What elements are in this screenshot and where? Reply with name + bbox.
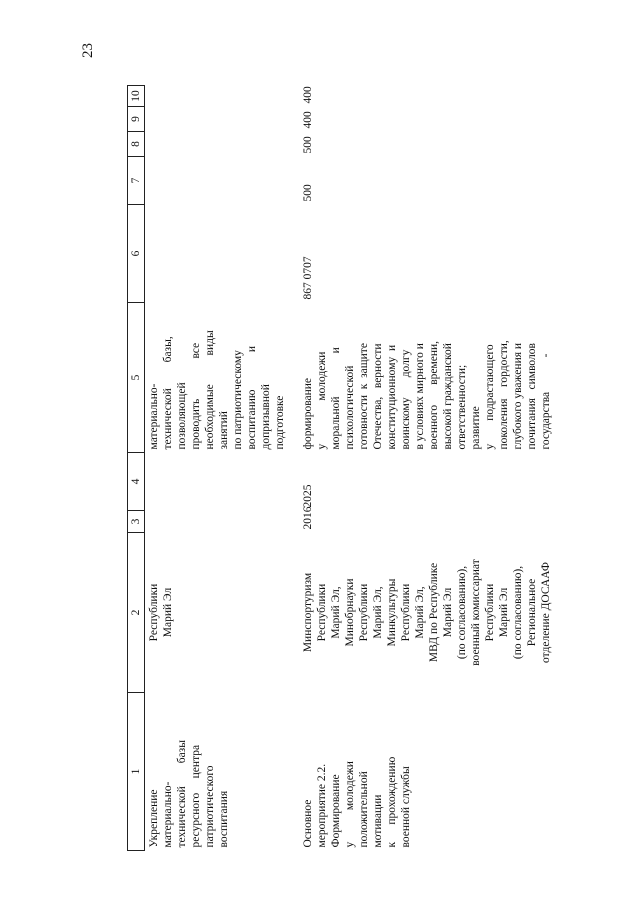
table-cell-5 xyxy=(299,303,555,453)
cell-value: 400 xyxy=(302,86,315,104)
table-cell-7 xyxy=(299,157,555,205)
col-header-3: 3 xyxy=(128,511,145,533)
table-cell-6 xyxy=(145,205,300,303)
cell-value: 500 xyxy=(302,184,315,202)
cell-value: 867 0707 xyxy=(302,256,315,300)
cell-text-line: патриотического xyxy=(204,765,217,848)
cell-text-line: Региональное xyxy=(526,578,539,647)
cell-text-line: военной службы xyxy=(400,766,413,848)
cell-text-line: в условиях мирного и xyxy=(414,343,427,450)
table-cell-4 xyxy=(145,453,300,511)
table-cell-4 xyxy=(299,453,555,511)
cell-text-line: необходимые виды xyxy=(204,330,217,450)
cell-text-line: Марий Эл, xyxy=(372,586,385,639)
cell-text-line: положительной xyxy=(358,771,371,848)
cell-text-line: готовности к защите xyxy=(358,343,371,450)
cell-text-line: поколения гордости, xyxy=(498,340,511,450)
table-cell-2 xyxy=(299,533,555,693)
cell-text-line: (по согласованию), xyxy=(512,565,525,660)
cell-text-line: к прохождению xyxy=(386,756,399,848)
cell-text-line: Марий Эл xyxy=(162,587,175,638)
cell-text-line: воспитания xyxy=(218,790,231,848)
table-cell-7 xyxy=(145,157,300,205)
cell-text-line: Минобрнауки xyxy=(344,578,357,647)
cell-text-line: конституционному и xyxy=(386,344,399,450)
cell-text-line: Республики xyxy=(400,583,413,642)
cell-text-line: глубокого уважения и xyxy=(512,342,525,450)
cell-text-line: МВД по Республике xyxy=(428,562,441,663)
cell-text-line: воинскому долгу xyxy=(400,349,413,450)
cell-value: 500 xyxy=(302,136,315,154)
cell-text-line: почитания символов xyxy=(526,343,539,450)
cell-text-line: материально- xyxy=(148,383,161,450)
cell-text-line: высокой гражданской xyxy=(442,343,455,450)
cell-text-line: Отечества, верности xyxy=(372,343,385,450)
cell-text-line: Марий Эл xyxy=(498,587,511,638)
col-header-10: 10 xyxy=(128,86,145,107)
cell-text-line: формирование xyxy=(302,377,315,450)
cell-text-line: у молодежи xyxy=(344,761,357,848)
cell-text-line: материально- xyxy=(162,781,175,848)
column-number-row xyxy=(128,86,145,851)
table-cell-5 xyxy=(145,303,300,453)
cell-text-line: мероприятие 2.2. xyxy=(316,763,329,848)
cell-text-line: ответственности; xyxy=(456,364,469,450)
cell-text-line: государства - xyxy=(540,353,553,450)
cell-text-line: Минспортуризм xyxy=(302,572,315,653)
col-header-7: 7 xyxy=(128,157,145,205)
cell-text-line: у молодежи xyxy=(316,351,329,450)
col-header-8: 8 xyxy=(128,132,145,157)
cell-text-line: по патриотическому xyxy=(232,350,245,450)
cell-text-line: психологической xyxy=(344,365,357,450)
cell-text-line: допризывной xyxy=(260,384,273,450)
cell-text-line: мотивации xyxy=(372,794,385,848)
table-cell-3 xyxy=(299,506,555,533)
cell-text-line: (по согласованию), xyxy=(456,565,469,660)
table-cell-8 xyxy=(299,132,555,157)
cell-text-line: подготовке xyxy=(274,395,287,450)
cell-text-line: развитие xyxy=(470,406,483,450)
cell-value: 400 xyxy=(302,111,315,129)
cell-text-line: занятий xyxy=(218,411,231,450)
cell-text-line: проводить все xyxy=(190,342,203,450)
col-header-5: 5 xyxy=(128,303,145,453)
col-header-1: 1 xyxy=(128,693,145,851)
cell-text-line: Марий Эл, xyxy=(330,586,343,639)
table-cell-10 xyxy=(299,86,555,107)
cell-text-line: Республики xyxy=(484,583,497,642)
cell-text-line: ресурсного центра xyxy=(190,744,203,848)
col-header-9: 9 xyxy=(128,107,145,132)
cell-text-line: Формирование xyxy=(330,774,343,848)
col-header-4: 4 xyxy=(128,453,145,511)
cell-text-line: моральной и xyxy=(330,347,343,450)
table-cell-3 xyxy=(145,511,300,533)
table-cell-9 xyxy=(145,107,300,132)
table-body xyxy=(145,86,556,851)
cell-value: 2016 xyxy=(302,506,315,530)
table-cell-9 xyxy=(299,107,555,132)
page-number: 23 xyxy=(80,43,96,58)
col-header-6: 6 xyxy=(128,205,145,303)
cell-text-line: военного времени, xyxy=(428,340,441,450)
table-cell-6 xyxy=(299,205,555,303)
table-cell-8 xyxy=(145,132,300,157)
cell-text-line: Основное xyxy=(302,799,315,848)
table-cell-10 xyxy=(145,86,300,107)
table-row xyxy=(299,86,555,851)
cell-value: 2025 xyxy=(302,484,315,508)
cell-text-line: Укрепление xyxy=(148,789,161,848)
cell-text-line: Минкультуры xyxy=(386,578,399,647)
table-row xyxy=(145,86,300,851)
cell-text-line: Республики xyxy=(358,583,371,642)
cell-text-line: Марий Эл xyxy=(442,587,455,638)
program-table xyxy=(127,85,555,851)
table-cell-1 xyxy=(299,693,555,851)
cell-text-line: воспитанию и xyxy=(246,346,259,450)
rotated-table-sheet xyxy=(127,86,567,851)
cell-text-line: Марий Эл, xyxy=(414,586,427,639)
cell-text-line: Республики xyxy=(148,583,161,642)
table-cell-2 xyxy=(145,533,300,693)
cell-text-line: технической базы xyxy=(176,740,189,848)
col-header-2: 2 xyxy=(128,533,145,693)
cell-text-line: у подрастающего xyxy=(484,344,497,450)
cell-text-line: Республики xyxy=(316,583,329,642)
cell-text-line: отделение ДОСААФ xyxy=(540,562,553,663)
cell-text-line: технической базы, xyxy=(162,336,175,450)
table-cell-1 xyxy=(145,693,300,851)
cell-text-line: военный комиссариат xyxy=(470,559,483,666)
cell-text-line: позволяющей xyxy=(176,382,189,450)
